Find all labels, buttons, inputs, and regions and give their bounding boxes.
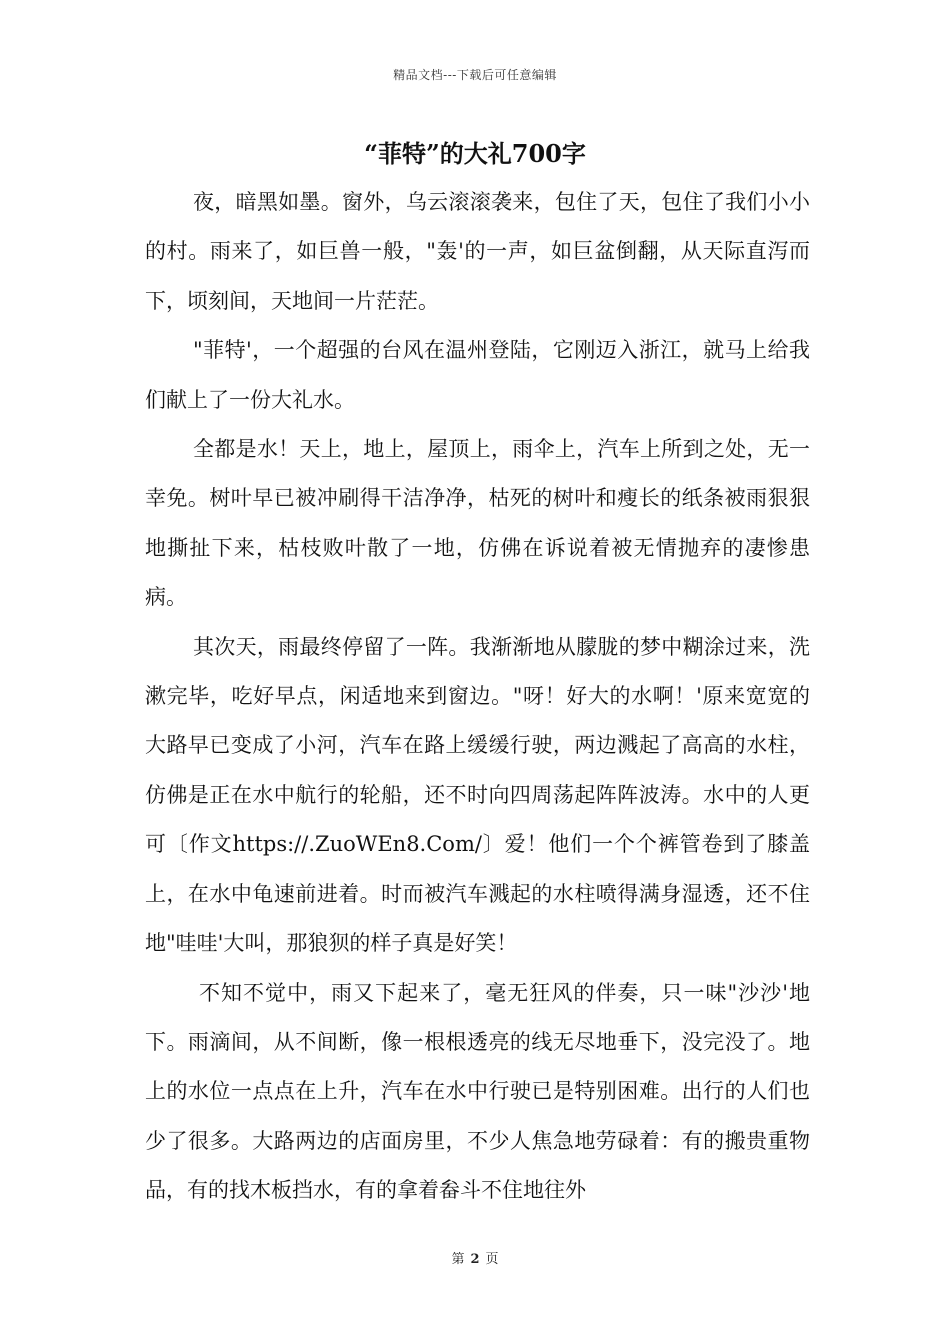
paragraph: 全都是水！天上，地上，屋顶上，雨伞上，汽车上所到之处，无一幸免。树叶早已被冲刷得干洁净净，枯死的树叶和瘦长的纸条被雨狠狠地撕扯下来，枯枝败叶散了一地，仿佛在诉说着被无情抛弃的凄惨患病。	[145, 437, 810, 610]
page-footer	[0, 1248, 950, 1267]
paragraph: 夜，暗黑如墨。窗外，乌云滚滚袭来，包住了天，包住了我们小小的村。雨来了，如巨兽一般，"轰'的一声，如巨盆倒翻，从天际直泻而下，顷刻间，天地间一片茫茫。	[145, 190, 810, 313]
page-header: 精品文档---下载后可任意编辑	[393, 68, 557, 82]
page-number: 2	[470, 1252, 480, 1267]
paragraph: 其次天，雨最终停留了一阵。我渐渐地从朦胧的梦中糊涂过来，洗漱完毕，吃好早点，闲适地来到窗边。"呀！好大的水啊！'原来宽宽的大路早已变成了小河，汽车在路上缓缓行驶，两边溅起了高高的水柱，仿佛是正在水中航行的轮船，还不时向四周荡起阵阵波涛。水中的人更可〔作文https://.ZuoWEn8.Com/〕爱！他们一个个裤管卷到了膝盖上，在水中龟速前进着。时而被汽车溅起的水柱喷得满身湿透，还不住地"哇哇'大叫，那狼狈的样子真是好笑！	[145, 634, 810, 956]
page-number-suffix: 页	[485, 1252, 499, 1267]
paragraph: "菲特'，一个超强的台风在温州登陆，它刚迈入浙江，就马上给我们献上了一份大礼水。	[145, 338, 810, 412]
document-body	[145, 178, 810, 1216]
document-title: “菲特”的大礼700字	[364, 139, 586, 168]
page-number-prefix: 第	[451, 1252, 465, 1267]
paragraph: 不知不觉中，雨又下起来了，毫无狂风的伴奏，只一味"沙沙'地下。雨滴间，从不间断，像一根根透亮的线无尽地垂下，没完没了。地上的水位一点点在上升，汽车在水中行驶已是特别困难。出行的人们也少了很多。大路两边的店面房里，不少人焦急地劳碌着：有的搬贵重物品，有的找木板挡水，有的拿着畚斗不住地往外	[145, 980, 810, 1203]
